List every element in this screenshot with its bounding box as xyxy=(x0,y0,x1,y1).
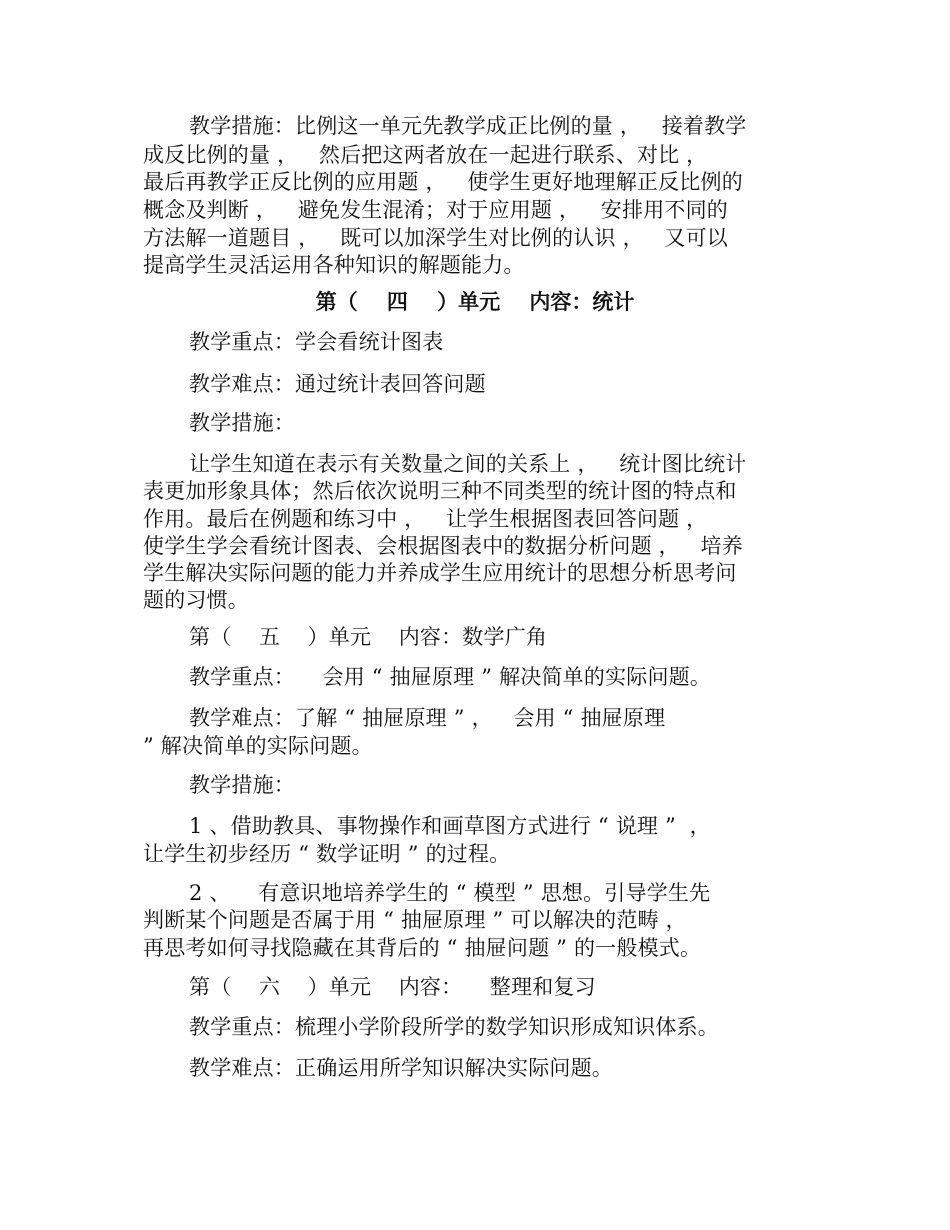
paragraph-line: 学生解决实际问题的能力并养成学生应用统计的思想分析思考问 xyxy=(143,561,737,585)
paragraph-line: 题的习惯。 xyxy=(143,588,249,612)
paragraph-line: 最后再教学正反比例的应用题 ， 使学生更好地理解正反比例的 xyxy=(143,170,743,194)
list-item: 1 、借助教具、事物操作和画草图方式进行 “ 说理 ” ， xyxy=(189,814,711,838)
section-heading: 第（ 六 ）单元 内容： 整理和复习 xyxy=(189,975,596,999)
section-heading: 第（ 五 ）单元 内容：数学广角 xyxy=(189,625,548,649)
list-item: 再思考如何寻找隐藏在其背后的 “ 抽屉问题 ” 的一般模式。 xyxy=(143,936,702,960)
paragraph-line: 表更加形象具体；然后依次说明三种不同类型的统计图的特点和 xyxy=(143,479,737,503)
paragraph-line: 作用。最后在例题和练习中 ， 让学生根据图表回答问题 ， xyxy=(143,507,708,531)
list-item: 判断某个问题是否属于用 “ 抽屉原理 ” 可以解决的范畴 ， xyxy=(143,908,687,932)
paragraph-line: 教学措施：比例这一单元先教学成正比例的量 ， 接着教学 xyxy=(189,114,747,138)
teaching-difficulty: 教学难点：正确运用所学知识解决实际问题。 xyxy=(189,1056,613,1080)
list-item: 让学生初步经历 “ 数学证明 ” 的过程。 xyxy=(143,842,511,866)
teaching-measures-label: 教学措施： xyxy=(189,773,295,797)
paragraph-line: 使学生学会看统计图表、会根据图表中的数据分析问题 ， 培养 xyxy=(143,534,743,558)
teaching-difficulty: 教学难点：通过统计表回答问题 xyxy=(189,372,486,396)
teaching-focus: 教学重点： 会用 “ 抽屉原理 ” 解决简单的实际问题。 xyxy=(189,665,712,689)
teaching-difficulty: 教学难点：了解 “ 抽屉原理 ” ， 会用 “ 抽屉原理 xyxy=(189,706,666,730)
teaching-focus: 教学重点：学会看统计图表 xyxy=(189,330,444,354)
section-heading: 第（ 四 ）单元 内容：统计 xyxy=(315,290,635,314)
paragraph-line: 成反比例的量 ， 然后把这两者放在一起进行联系、对比 ， xyxy=(143,143,708,167)
paragraph-line: 概念及判断 ， 避免发生混淆；对于应用题 ， 安排用不同的 xyxy=(143,198,728,222)
paragraph-line: 方法解一道题目 ， 既可以加深学生对比例的认识 ， 又可以 xyxy=(143,226,728,250)
list-item: 2 、 有意识地培养学生的 “ 模型 ” 思想。引导学生先 xyxy=(189,881,711,905)
teaching-measures-label: 教学措施： xyxy=(189,411,295,435)
teaching-difficulty: ” 解决简单的实际问题。 xyxy=(143,734,373,758)
paragraph-line: 提高学生灵活运用各种知识的解题能力。 xyxy=(143,253,525,277)
paragraph-line: 让学生知道在表示有关数量之间的关系上 ， 统计图比统计 xyxy=(189,452,747,476)
teaching-focus: 教学重点：梳理小学阶段所学的数学知识形成知识体系。 xyxy=(189,1015,719,1039)
